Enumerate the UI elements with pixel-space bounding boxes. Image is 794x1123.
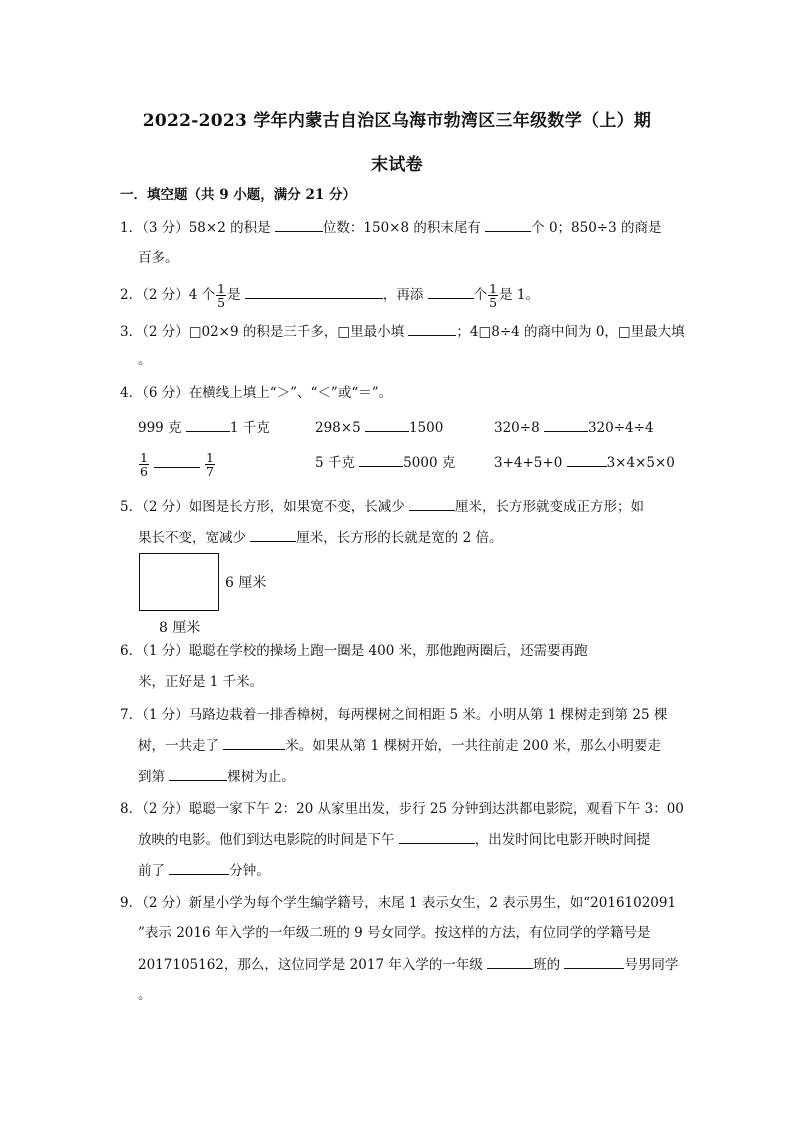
q1-text-b: 位数：150×8 的积末尾有 [322, 220, 486, 236]
q3-text-a: 3．（2 分）□02×9 的积是三千多，□里最小填 [120, 324, 409, 340]
question-5 [120, 497, 644, 516]
answer-blank[interactable] [485, 218, 531, 232]
question-3-cont: 。 [138, 352, 152, 368]
compare-item [315, 418, 443, 437]
answer-blank[interactable] [365, 418, 409, 432]
answer-blank[interactable] [245, 285, 383, 299]
q7-text-d: 到第 [138, 769, 170, 785]
compare-left: 5 千克 [315, 455, 360, 471]
q2-text-a: 2．（2 分）4 个 [120, 287, 216, 303]
q7-text-e: 棵树为止。 [227, 769, 295, 785]
question-7: 7．（1 分）马路边栽着一排香樟树，每两棵树之间相距 5 米。小明从第 1 棵树走到第 25 棵 [120, 707, 668, 723]
fraction-numerator: 1 [217, 281, 226, 296]
answer-blank[interactable] [408, 322, 456, 336]
compare-left: 298×5 [315, 420, 365, 436]
question-3 [120, 322, 685, 341]
answer-blank[interactable] [544, 418, 588, 432]
fraction-denominator: 5 [217, 295, 226, 310]
answer-blank[interactable] [250, 528, 296, 542]
q5-text-a: 5．（2 分）如图是长方形，如果宽不变，长减少 [120, 499, 410, 515]
question-8: 8．（2 分）聪聪一家下午 2：20 从家里出发，步行 25 分钟到达洪都电影院，观看下午 3：00 [120, 801, 684, 817]
fraction [216, 282, 226, 309]
answer-blank[interactable] [428, 285, 474, 299]
compare-right: 320÷4÷4 [587, 420, 654, 436]
answer-blank[interactable] [169, 767, 227, 781]
compare-left: 3+4+5+0 [494, 455, 567, 471]
fraction-numerator: 1 [140, 450, 148, 465]
question-6: 6．（1 分）聪聪在学校的操场上跑一圈是 400 米，那他跑两圈后，还需要再跑 [120, 643, 588, 659]
answer-blank[interactable] [399, 830, 475, 844]
question-5-cont [138, 528, 502, 547]
compare-left: 320÷8 [494, 420, 544, 436]
answer-blank[interactable] [223, 736, 285, 750]
q8-text-e: 分钟。 [229, 863, 270, 879]
section-heading: 一．填空题（共 9 小题，满分 21 分） [120, 187, 356, 203]
compare-right: 5000 克 [403, 455, 456, 471]
fraction [205, 451, 215, 478]
q9-text-c: 2017105162，那么，这位同学是 2017 年入学的一年级 [138, 957, 488, 973]
question-8-cont-2 [138, 861, 270, 880]
compare-left: 999 克 [138, 420, 186, 436]
fraction-denominator: 6 [140, 464, 148, 479]
q3-text-b: ；4□8÷4 的商中间为 0，□里最大填 [456, 324, 685, 340]
question-2 [120, 282, 539, 309]
fraction [488, 282, 498, 309]
rectangle-length-label: 8 厘米 [159, 620, 201, 636]
question-7-cont [138, 736, 661, 755]
q9-text-e: 号男同学 [624, 957, 679, 973]
q8-text-b: 放映的电影。他们到达电影院的时间是下午 [138, 832, 399, 848]
compare-right: 1500 [408, 420, 444, 436]
answer-blank[interactable] [186, 418, 230, 432]
q8-text-d: 前了 [138, 863, 170, 879]
answer-blank[interactable] [487, 955, 533, 969]
fraction-numerator: 1 [205, 450, 214, 465]
question-1-cont: 百多。 [138, 250, 179, 266]
question-9: 9．（2 分）新星小学为每个学生编学籍号，末尾 1 表示女生，2 表示男生，如“2016102091 [120, 895, 677, 911]
answer-blank[interactable] [564, 955, 624, 969]
compare-item [494, 418, 654, 437]
question-8-cont [138, 830, 650, 849]
question-9-cont-2 [138, 955, 678, 974]
answer-blank[interactable] [567, 453, 607, 467]
q5-text-c: 果长不变，宽减少 [138, 530, 251, 546]
question-7-cont-2 [138, 767, 295, 786]
compare-item [138, 451, 216, 478]
compare-item [315, 453, 455, 472]
answer-blank[interactable] [409, 497, 455, 511]
q2-text-b: 是 [227, 287, 245, 303]
compare-item [138, 418, 270, 437]
q5-text-b: 厘米，长方形就变成正方形；如 [455, 499, 645, 515]
question-6-cont: 米，正好是 1 千米。 [138, 674, 264, 690]
answer-blank[interactable] [169, 861, 229, 875]
compare-item [494, 453, 675, 472]
q8-text-c: ，出发时间比电影开映时间提 [474, 832, 651, 848]
compare-right: 3×4×5×0 [606, 455, 675, 471]
answer-blank[interactable] [275, 218, 323, 232]
question-9-cont: ”表示 2016 年入学的一年级二班的 9 号女同学。按这样的方法，有位同学的学籍号是 [138, 925, 651, 941]
question-1 [120, 218, 662, 237]
fraction-denominator: 7 [205, 464, 214, 479]
answer-blank[interactable] [154, 454, 200, 468]
question-4: 4．（6 分）在横线上填上“＞”、“＜”或“＝”。 [120, 385, 393, 401]
q1-text-c: 个 0；850÷3 的商是 [531, 220, 662, 236]
q7-text-c: 米。如果从第 1 棵树开始，一共往前走 200 米，那么小明要走 [285, 738, 661, 754]
q2-text-e: 是 1。 [499, 287, 539, 303]
rectangle-width-label: 6 厘米 [225, 575, 267, 591]
q2-text-d: 个 [473, 287, 488, 303]
answer-blank[interactable] [359, 453, 403, 467]
fraction [139, 451, 149, 478]
question-9-cont-3: 。 [138, 987, 152, 1003]
fraction-numerator: 1 [489, 281, 498, 296]
exam-title-line-2: 末试卷 [371, 155, 423, 175]
q5-text-d: 厘米，长方形的长就是宽的 2 倍。 [296, 530, 503, 546]
q9-text-d: 班的 [533, 957, 565, 973]
exam-title-line-1: 2022-2023 学年内蒙古自治区乌海市勃湾区三年级数学（上）期 [142, 111, 652, 131]
fraction-denominator: 5 [489, 295, 498, 310]
compare-right: 1 千克 [229, 420, 270, 436]
rectangle-figure [139, 553, 219, 611]
q1-text-a: 1．（3 分）58×2 的积是 [120, 220, 275, 236]
q2-text-c: ，再添 [382, 287, 428, 303]
q7-text-b: 树，一共走了 [138, 738, 224, 754]
